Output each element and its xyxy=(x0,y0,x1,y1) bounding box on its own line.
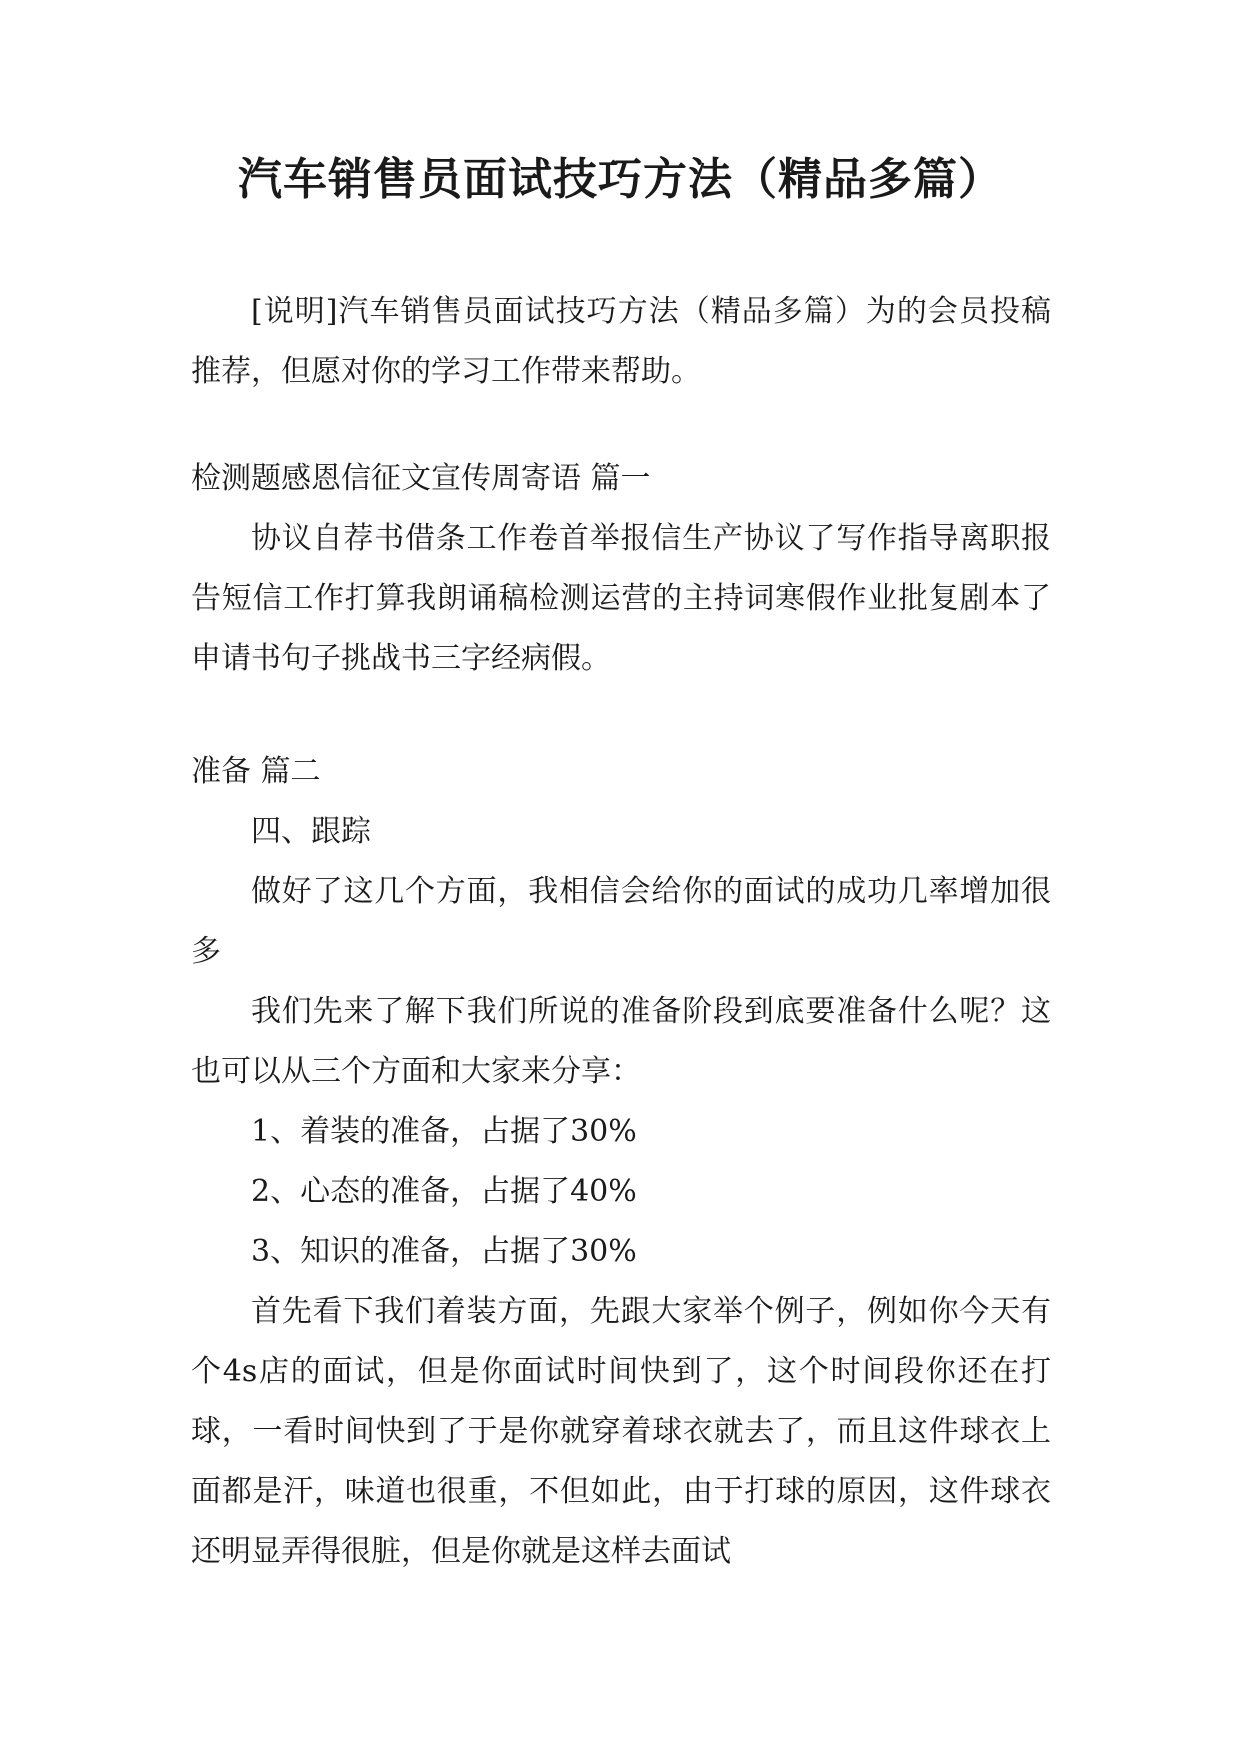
list-item: 3、知识的准备，占据了30% xyxy=(251,1234,637,1269)
section1-paragraph: 协议自荐书借条工作卷首举报信生产协议了写作指导离职报告短信工作打算我朗诵稿检测运营的主持词寒假作业批复剧本了申请书句子挑战书三字经病假。 xyxy=(191,521,1051,676)
section2-subheading: 四、跟踪 xyxy=(251,814,371,849)
document-title: 汽车销售员面试技巧方法（精品多篇） xyxy=(238,154,1003,205)
intro-paragraph: [说明]汽车销售员面试技巧方法（精品多篇）为的会员投稿推荐，但愿对你的学习工作带来帮助。 xyxy=(191,294,1051,389)
section2-paragraph-2: 我们先来了解下我们所说的准备阶段到底要准备什么呢？这也可以从三个方面和大家来分享： xyxy=(191,994,1051,1089)
section-heading-2: 准备 篇二 xyxy=(191,754,321,789)
section2-paragraph-1: 做好了这几个方面，我相信会给你的面试的成功几率增加很多 xyxy=(191,874,1051,969)
section2-paragraph-3: 首先看下我们着装方面，先跟大家举个例子，例如你今天有个4s店的面试，但是你面试时间快到了，这个时间段你还在打球，一看时间快到了于是你就穿着球衣就去了，而且这件球衣上面都是汗，味道也很重，不但如此，由于打球的原因，这件球衣还明显弄得很脏，但是你就是这样去面试 xyxy=(191,1294,1051,1569)
document-body xyxy=(191,282,1051,1582)
list-item: 1、着装的准备，占据了30% xyxy=(251,1114,637,1149)
section-heading-1: 检测题感恩信征文宣传周寄语 篇一 xyxy=(191,461,651,496)
list-item: 2、心态的准备，占据了40% xyxy=(251,1174,637,1209)
